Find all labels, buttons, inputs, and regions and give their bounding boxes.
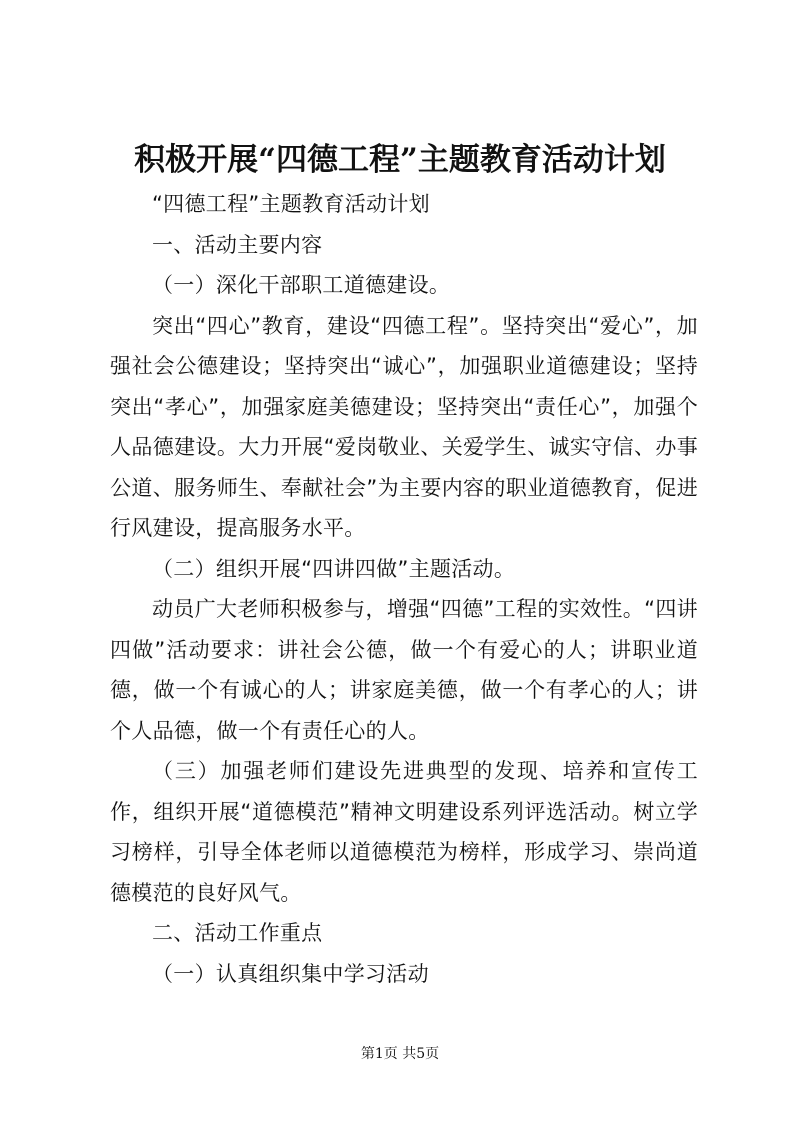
subsection-heading-1-1: （一）深化干部职工道德建设。 [152, 273, 451, 297]
subsection-heading-1-2: （二）组织开展“四讲四做”主题活动。 [152, 556, 516, 581]
document-title: 积极开展“四德工程”主题教育活动计划 [134, 142, 666, 178]
subsection-heading-2-1: （一）认真组织集中学习活动 [152, 961, 429, 986]
document-body [110, 184, 698, 994]
paragraph-body: （三）加强老师们建设先进典型的发现、培养和宣传工作，组织开展“道德模范”精神文明建设系列评选活动。树立学习榜样，引导全体老师以道德模范为榜样，形成学习、崇尚道德模范的良好风气。 [110, 759, 698, 905]
paragraph-body: 动员广大老师积极参与，增强“四德”工程的实效性。“四讲四做”活动要求：讲社会公德，做一个有爱心的人；讲职业道德，做一个有诚心的人；讲家庭美德，做一个有孝心的人；讲个人品德，做一个有责任心的人。 [110, 597, 698, 743]
page-number: 第1页 共5页 [360, 1046, 440, 1062]
section-heading-1: 一、活动主要内容 [152, 232, 323, 257]
paragraph-body: 突出“四心”教育，建设“四德工程”。坚持突出“爱心”，加强社会公德建设；坚持突出“诚心”，加强职业道德建设；坚持突出“孝心”，加强家庭美德建设；坚持突出“责任心”，加强个人品德建设。大力开展“爱岗敬业、关爱学生、诚实守信、办事公道、服务师生、奉献社会”为主要内容的职业道德教育，促进行风建设，提高服务水平。 [110, 313, 698, 540]
section-heading-2: 二、活动工作重点 [152, 921, 323, 945]
paragraph-subtitle: “四德工程”主题教育活动计划 [152, 192, 430, 216]
